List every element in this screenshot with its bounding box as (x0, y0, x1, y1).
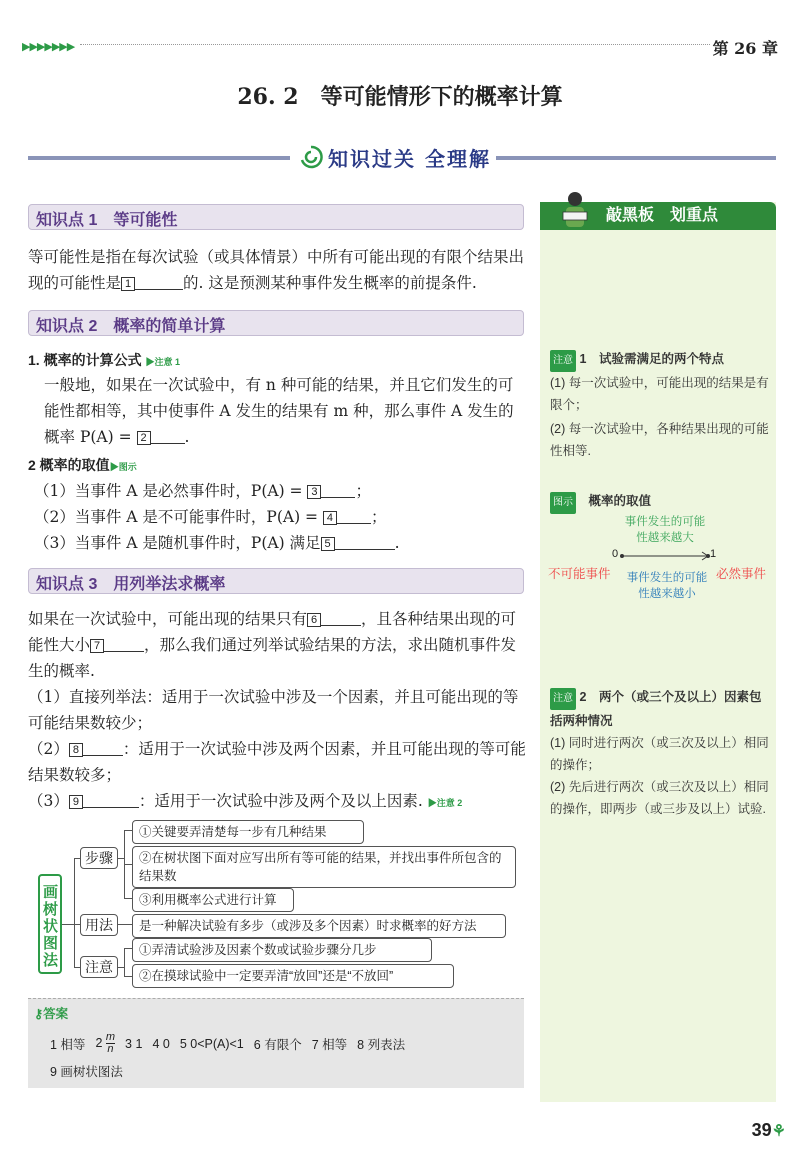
answer-box-3: 3 (307, 485, 321, 499)
tree-node-usage: 用法 (80, 914, 118, 936)
answer-4: 4 0 (152, 1036, 170, 1051)
connector (124, 898, 132, 899)
kp3-p2a: 可能性大小 (28, 610, 517, 654)
sidebar-note-2-heading (550, 686, 772, 732)
tree-root: 画树状图法 (38, 874, 62, 974)
blank-8[interactable] (83, 755, 123, 756)
note-1: ①弄清试验涉及因素个数或试验步骤分几步 (132, 938, 432, 962)
answer-tag-text: 答案 (43, 1007, 69, 1021)
note-2: ②在摸球试验中一定要弄清“放回”还是“不放回” (132, 964, 454, 988)
answer-tag (34, 1004, 68, 1022)
sidebar-note-1-heading (550, 348, 772, 372)
answer-2-num: 2 (95, 1035, 103, 1050)
sidebar-title: 敲黑板 划重点 (540, 202, 776, 230)
kp3-method-1: （1）直接列举法：适用于一次试验中涉及一个因素，并且可能出现的等可能结果数较少； (28, 688, 519, 732)
answer-7: 7 相等 (311, 1037, 348, 1052)
kp3-m2b: ：适用于一次试验中涉及两个因素，并且可能出现的等可能结果数较多； (28, 740, 526, 784)
page-number (752, 1120, 786, 1141)
step-3: ③利用概率公式进行计算 (132, 888, 294, 912)
answer-8: 8 列表法 (357, 1037, 406, 1052)
sidebar-note-1-line-2: (2) 每一次试验中，各种结果出现的可能性相等. (550, 422, 769, 458)
leaf-icon: ⚘ (771, 1123, 786, 1140)
kp3-m3a: （3） (28, 792, 69, 810)
section-title: 26. 2 等可能情形下的概率计算 (237, 84, 563, 110)
kp3-label: 知识点 3 用列举法求概率 (36, 576, 226, 593)
connector (124, 830, 132, 831)
tree-node-notes: 注意 (80, 956, 118, 978)
connector (62, 924, 74, 925)
kp2-paragraph: 一般地，如果在一次试验中，有 n 种可能的结果，并且它们发生的可能性都相等，其中使事件 A 发生的结果有 m 种，那么事件 A 发生的概率 P(A) = 2 . (44, 376, 514, 446)
note-title: 试验需满足的两个特点 (598, 352, 724, 366)
figure-right-label: 必然事件 (716, 567, 767, 581)
answer-box-8: 8 (69, 743, 83, 757)
page-number-text: 39 (751, 1120, 772, 1140)
kp2-item3-text: （3）当事件 A 是随机事件时，P(A) 满足 (34, 534, 321, 552)
kp3-method-2 (28, 736, 528, 788)
decorative-arrows: ▶▶▶▶▶▶▶ (22, 40, 75, 53)
answer-9: 9 画树状图法 (50, 1065, 123, 1079)
kp1-text-b: 的. 这是预测某种事件发生概率的前提条件. (183, 274, 477, 292)
connector (124, 948, 125, 976)
note-title: 两个（或三个及以上）因素包括两种情况 (550, 690, 762, 728)
kp1-label: 知识点 1 等可能性 (36, 212, 178, 229)
header-rule (80, 44, 710, 45)
figure-bottom-label: 事件发生的可能性越来越小 (626, 572, 708, 600)
step-1: ①关键要弄清楚每一步有几种结果 (132, 820, 364, 844)
figure-one: 1 (710, 548, 717, 560)
connector (74, 858, 75, 968)
sidebar-panel (540, 202, 776, 1102)
kp2-item-3: （3）当事件 A 是随机事件时，P(A) 满足 5 . (34, 534, 400, 552)
kp2-heading-2 (28, 452, 528, 480)
answer-box-9: 9 (69, 795, 83, 809)
note-num: 1 (579, 352, 587, 366)
answer-2 (95, 1032, 115, 1055)
sidebar-note-1-line-1: (1) 每一次试验中，可能出现的结果是有限个； (550, 376, 769, 412)
probability-number-line (620, 550, 712, 562)
banner-title: 知识过关 全理解 (328, 147, 491, 171)
kp2-formula: P(A) = (79, 428, 132, 446)
kp3-paragraph (28, 606, 528, 684)
answer-box-4: 4 (323, 511, 337, 525)
kp2-item2-text: （2）当事件 A 是不可能事件时，P(A) = (34, 508, 319, 526)
kp3-p1b: ，且各种结果出现的 (361, 610, 501, 628)
figure-left-label: 不可能事件 (548, 567, 611, 581)
sidebar-note-2-line-2: (2) 先后进行两次（或三次及以上）相同的操作，即两步（或三步及以上）试验. (550, 780, 769, 816)
note-num: 2 (579, 690, 587, 704)
kp2-item-1: （1）当事件 A 是必然事件时，P(A) = 3 ； (34, 482, 371, 500)
answer-box-6: 6 (307, 613, 321, 627)
answer-5: 5 0<P(A)<1 (179, 1036, 244, 1051)
answer-box-1: 1 (121, 277, 135, 291)
figure-badge: 图示 (550, 492, 576, 514)
blank-9[interactable] (83, 807, 139, 808)
fraction-num: m (105, 1031, 116, 1043)
blank-3[interactable] (321, 497, 355, 498)
figure-title: 概率的取值 (588, 494, 652, 508)
answer-box-7: 7 (90, 639, 104, 653)
kp2-h2-text: 2 概率的取值 (28, 457, 110, 473)
figure-zero: 0 (612, 548, 619, 560)
blank-6[interactable] (321, 625, 361, 626)
note-tag-1[interactable]: ▶注意 1 (145, 357, 180, 367)
figure-top-label: 事件发生的可能性越来越大 (624, 516, 706, 544)
kp3-m2a: （2） (28, 740, 69, 758)
sidebar-figure-heading (550, 490, 772, 514)
connector (124, 976, 132, 977)
answer-6: 6 有限个 (253, 1037, 302, 1052)
connector (124, 948, 132, 949)
banner-line-left (28, 156, 290, 160)
swirl-icon (298, 144, 324, 170)
answer-row-1 (50, 1032, 520, 1055)
kp2-label: 知识点 2 概率的简单计算 (36, 318, 226, 335)
blank-1[interactable] (135, 289, 183, 290)
answer-3: 3 1 (125, 1036, 143, 1051)
tree-node-steps: 步骤 (80, 847, 118, 869)
blank-7[interactable] (104, 651, 144, 652)
kp2-p1: 一般地，如果在一次试验中，有 n 种可能的结果，并且它们发生的可能性都相等，其中使事件 A 发生的结果有 m 种，那么事件 A 发生的概率 (44, 376, 514, 446)
kp1-text-a: 等可能性是指在每次试验（或具体情景）中所有可能出现的有限个结果出现的可能性是 (28, 248, 525, 292)
answer-1: 1 相等 (50, 1037, 86, 1052)
teacher-icon (560, 190, 590, 230)
fraction-den: n (107, 1043, 114, 1055)
key-icon: ⚷ (34, 1007, 44, 1021)
blank-5[interactable] (335, 549, 395, 550)
step-2: ②在树状图下面对应写出所有等可能的结果，并找出事件所包含的结果数 (132, 846, 516, 888)
sidebar-note-2-line-1: (1) 同时进行两次（或三次及以上）相同的操作； (550, 736, 769, 772)
note-badge: 注意 (550, 350, 576, 372)
kp3-p1a: 如果在一次试验中，可能出现的结果只有 (28, 610, 308, 628)
kp2-item1-text: （1）当事件 A 是必然事件时，P(A) = (34, 482, 303, 500)
blank-2[interactable] (151, 443, 185, 444)
note-tag-2[interactable]: ▶注意 2 (427, 798, 463, 808)
answer-box-2: 2 (137, 431, 151, 445)
kp3-m3b: ：适用于一次试验中涉及两个及以上因素. (138, 792, 423, 810)
kp2-h1-text: 1. 概率的计算公式 (28, 352, 142, 368)
kp2-heading-1 (28, 347, 528, 375)
figure-tag[interactable]: ▶图示 (109, 462, 137, 472)
kp3-method-3 (28, 788, 528, 816)
connector (118, 924, 132, 925)
note-badge: 注意 (550, 688, 576, 710)
kp2-item-2: （2）当事件 A 是不可能事件时，P(A) = 4 ； (34, 508, 387, 526)
chapter-label: 第 26 章 (712, 39, 778, 58)
connector (124, 864, 132, 865)
blank-4[interactable] (337, 523, 371, 524)
answer-box-5: 5 (321, 537, 335, 551)
kp3-p2b: ，那么我们通过列举试验结果的方法，求出随机事件发生的概率. (28, 636, 517, 680)
usage-text: 是一种解决试验有多步（或涉及多个因素）时求概率的好方法 (132, 914, 506, 938)
banner-line-right (496, 156, 776, 160)
kp1-paragraph (28, 244, 528, 296)
